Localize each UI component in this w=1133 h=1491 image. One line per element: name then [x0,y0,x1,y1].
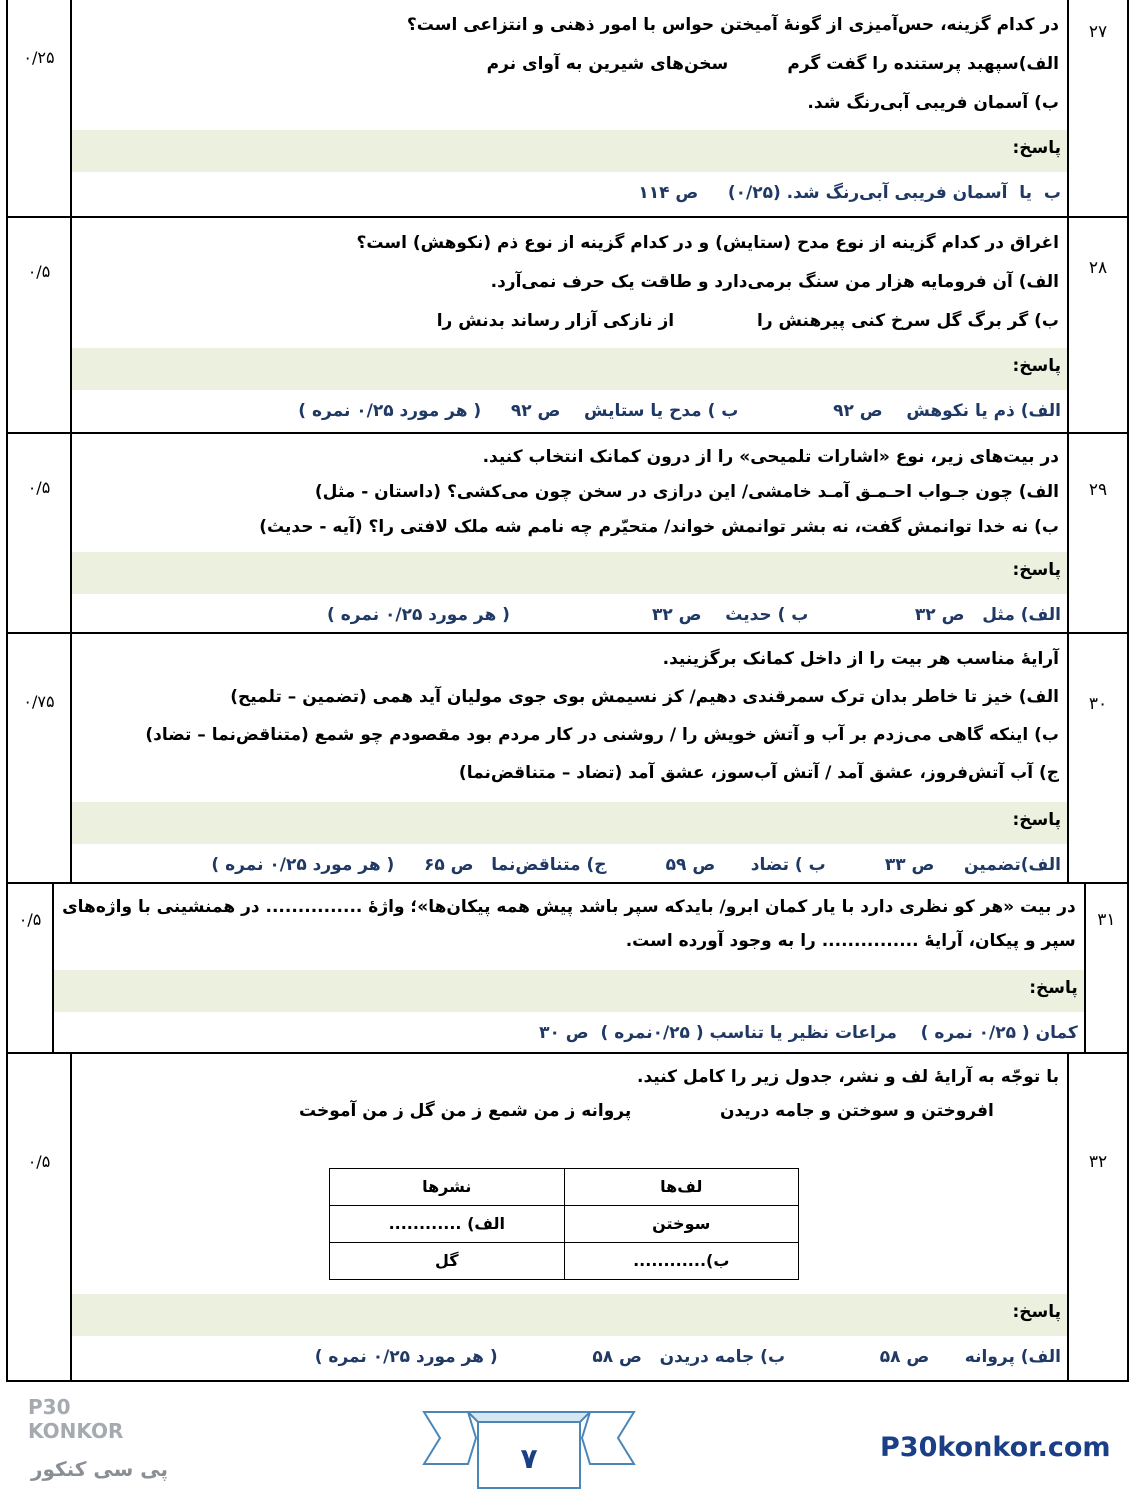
question-score: ۰/۵ [8,218,72,432]
option-b: ب) اینکه گاهی می‌زدم بر آب و آتش خویش را / روشنی در کار مردم بود مقصودم چو شمع (متناقض‌نما – تضاد) [145,725,1059,745]
question-row [8,432,1127,632]
answer-label: پاسخ: [54,970,1084,1012]
answer-label: پاسخ: [72,348,1067,390]
question-score: ۰/۵ [8,884,54,1052]
option-a: الف) چون جـواب احـمـق آمـد خامشی/ این درازی در سخن چون می‌کشی؟ (داستان - مثل) [314,482,1059,502]
question-body [72,218,1067,432]
lafo-nashr-table [329,1168,799,1280]
question-text: در بیت‌های زیر، نوع «اشارات تلمیحی» را از درون کمانک انتخاب کنید. [482,447,1059,467]
question-number: ۳۰ [1067,634,1127,882]
question-body [72,434,1067,632]
question-score: ۰/۵ [8,434,72,632]
site-url: P30konkor.com [880,1432,1111,1463]
question-row [8,882,1127,1052]
question-number: ۳۲ [1067,1054,1127,1380]
question-text: در کدام گزینه، حس‌آمیزی از گونهٔ آمیختن حواس با امور ذهنی و انتزاعی است؟ [406,15,1059,35]
answer-text: کمان ( ۰/۲۵ نمره ) مراعات نظیر یا تناسب ( ۰/۲۵نمره ) ص ۳۰ [539,1023,1078,1043]
question-number: ۲۹ [1067,434,1127,632]
question-body [72,634,1067,882]
question-text: در بیت «هر کو نظری دارد با یار کمان ابرو/ بایدکه سپر باشد پیش همه پیکان‌ها»؛ واژهٔ ............... در همنشینی با واژه‌های [62,897,1076,917]
poem-line: افروختن و سوختن و جامه دریدن پروانه ز من شمع ز من گل ز من آموخت [299,1101,1059,1121]
question-text-cont: سپر و پیکان، آرایهٔ ............... را به وجود آورده است. [625,931,1076,951]
option-a: الف) خیز تا خاطر بدان ترک سمرقندی دهیم/ کز نسیمش بوی جوی مولیان آید همی (تضمین – تلمیح) [230,687,1059,707]
page-number: ۷ [520,1442,538,1475]
answer-text: الف) مثل ص ۳۲ ب ) حدیث ص ۳۲ ( هر مورد ۰/۲۵ نمره ) [327,605,1061,625]
answer-label: پاسخ: [72,552,1067,594]
p30konkor-logo [28,1395,168,1481]
option-c: ج) آب آتش‌فروز، عشق آمد / آتش آب‌سوز، عشق آمد (تضاد – متناقض‌نما) [458,763,1059,783]
question-text: با توجّه به آرایهٔ لف و نشر، جدول زیر را کامل کنید. [637,1067,1059,1087]
option-a: الف) آن فرومایه هزار من سنگ برمی‌دارد و طاقت یک حرف نمی‌آرد. [490,272,1059,292]
answer-text: الف)تضمین ص ۳۳ ب ) تضاد ص ۵۹ ج) متناقض‌نما ص ۶۵ ( هر مورد ۰/۲۵ نمره ) [211,855,1061,875]
answer-label: پاسخ: [72,802,1067,844]
table-cell: سوختن [564,1206,799,1243]
question-text: اغراق در کدام گزینه از نوع مدح (ستایش) و در کدام گزینه از نوع ذم (نکوهش) است؟ [356,233,1059,253]
answer-text: ب یا آسمان فریبی آبی‌رنگ شد. (۰/۲۵) ص ۱۱۴ [638,183,1061,203]
answer-text: الف) ذم یا نکوهش ص ۹۲ ب ) مدح یا ستایش ص ۹۲ ( هر مورد ۰/۲۵ نمره ) [298,401,1061,421]
answer-label: پاسخ: [72,130,1067,172]
table-cell: گل [330,1243,565,1280]
question-body [72,0,1067,216]
page-number-badge [420,1408,638,1490]
question-score: ۰/۲۵ [8,0,72,216]
question-score: ۰/۵ [8,1054,72,1380]
question-body [54,884,1084,1052]
answer-text: الف) پروانه ص ۵۸ ب) جامه دریدن ص ۵۸ ( هر مورد ۰/۲۵ نمره ) [314,1347,1061,1367]
table-cell: الف) ............ [330,1206,565,1243]
answer-label: پاسخ: [72,1294,1067,1336]
option-b: ب) آسمان فریبی آبی‌رنگ شد. [807,93,1059,113]
question-number: ۲۸ [1067,218,1127,432]
option-b: ب) نه خدا توانمش گفت، نه بشر توانمش خواند/ متحیّرم چه نامم شه ملک لافتی را؟ (آیه - حدیث) [259,517,1059,537]
logo-persian: پی سی کنکور [30,1457,168,1481]
question-score: ۰/۷۵ [8,634,72,882]
question-body [72,1054,1067,1380]
question-number: ۳۱ [1084,884,1127,1052]
question-text: آرایهٔ مناسب هر بیت را از داخل کمانک برگزینید. [662,649,1059,669]
option-b: ب) گر برگ گل سرخ کنی پیرهنش را از نازکی آزار رساند بدنش را [436,311,1059,331]
question-row [8,0,1127,216]
question-number: ۲۷ [1067,0,1127,216]
exam-sheet [6,0,1129,1382]
table-header-laf: لف‌ها [564,1169,799,1206]
table-cell: ب)............ [564,1243,799,1280]
question-row [8,632,1127,882]
question-row [8,1052,1127,1380]
logo-latin: P30 KONKOR [28,1395,124,1443]
question-row [8,216,1127,432]
table-header-nashr: نشرها [330,1169,565,1206]
option-a: الف)سپهبد پرستنده را گفت گرم سخن‌های شیرین به آوای نرم [486,54,1059,74]
